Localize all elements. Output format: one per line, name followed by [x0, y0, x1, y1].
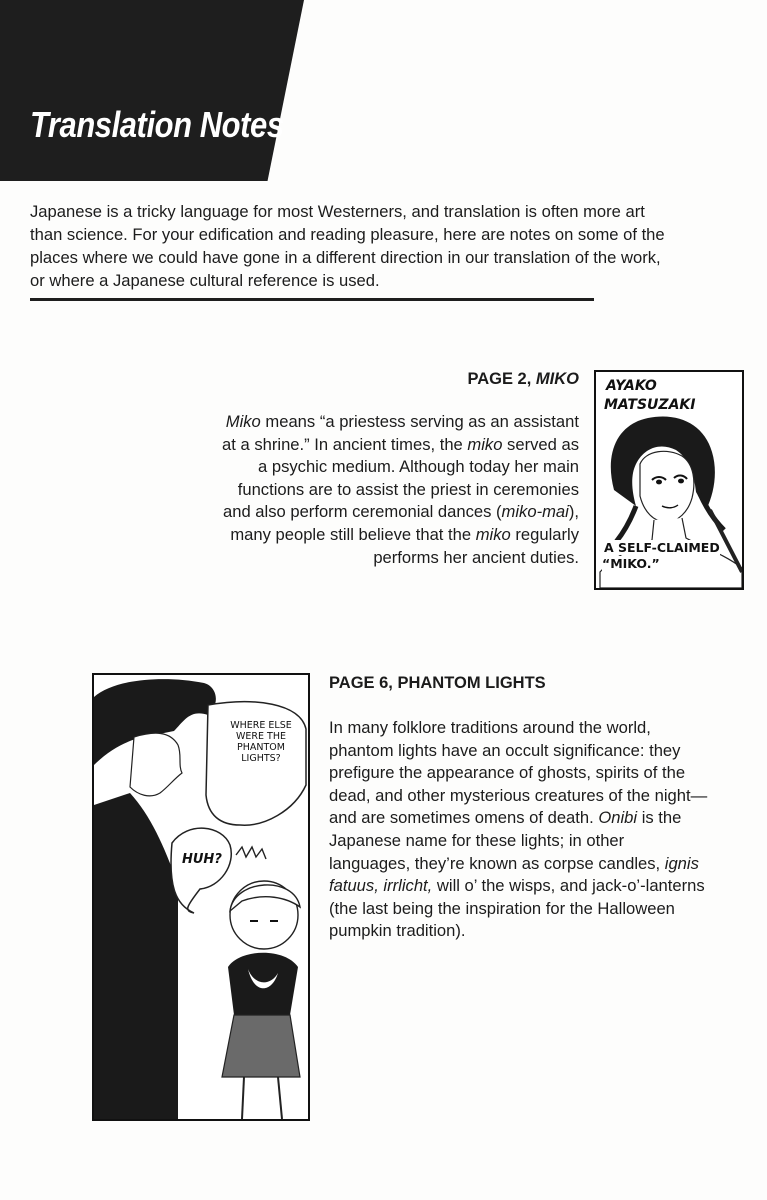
- panel-subcaption-line1: A SELF-CLAIMED: [604, 540, 720, 555]
- note2-body: [329, 717, 709, 943]
- manga-panel-ayako: [594, 370, 744, 590]
- speech-bubble-line: PHANTOM: [237, 742, 285, 753]
- speech-bubble-line: LIGHTS?: [241, 753, 281, 764]
- note1-body-run: means “a priestess serving as an assistant at a shrine.” In ancient times, the: [222, 412, 579, 454]
- note1-body-run: miko: [475, 524, 511, 544]
- note1-heading-prefix: PAGE 2,: [467, 370, 536, 388]
- intro-divider: [30, 298, 594, 301]
- manga-panel-phantom-lights: [92, 673, 310, 1121]
- note1-body-run: miko: [467, 434, 503, 454]
- speech-bubble-text: [228, 720, 294, 764]
- note1-body-run: miko-mai: [501, 502, 569, 522]
- note1-body-run: ), many people still believe that the: [230, 502, 579, 544]
- panel-caption-name-first: AYAKO: [606, 378, 657, 394]
- panel-caption-name-last: MATSUZAKI: [604, 397, 696, 413]
- note2-body-run: Onibi: [598, 808, 638, 828]
- intro-paragraph: Japanese is a tricky language for most Westerners, and translation is often more art than science. For your edification and reading pleasure, here are notes on some of the places where we could have gone in a different direction in our translation of the work, or where a Japanese cultural reference is used.: [30, 202, 665, 290]
- note2-body-run: is the Japanese name for these lights; in other languages, they’re known as corpse candles,: [329, 808, 682, 873]
- note2-heading: PAGE 6, PHANTOM LIGHTS: [329, 674, 546, 692]
- speech-bubble-line: WHERE ELSE: [230, 720, 292, 731]
- title-banner: [0, 0, 304, 181]
- note1-heading-term: MIKO: [535, 370, 579, 388]
- page-title: Translation Notes: [30, 104, 284, 145]
- note2-body-run: In many folklore traditions around the world, phantom lights have an occult significance: they prefigure the appearance of ghosts, spirits of the dead, and other mysterious creatures of the night—and are sometimes omens of death.: [329, 718, 708, 828]
- exclamation-text: HUH?: [182, 852, 222, 867]
- panel-subcaption-line2: “MIKO.”: [602, 556, 660, 571]
- speech-bubble-line: WERE THE: [236, 731, 286, 742]
- note2-body-run: will o’ the wisps, and jack-o’-lanterns (the last being the inspiration for the Halloween pumpkin tradition).: [329, 876, 705, 941]
- note1-body-run: Miko: [225, 412, 261, 431]
- note2-body-run: ignis fatuus, irrlicht,: [329, 853, 699, 896]
- note1-body-run: regularly performs her ancient duties.: [373, 524, 579, 567]
- note1-body: [219, 411, 579, 569]
- note1-body-run: served as a psychic medium. Although today her main functions are to assist the priest in ceremonies and also perform ceremonial dances (: [223, 434, 579, 522]
- note1-heading: [467, 370, 579, 389]
